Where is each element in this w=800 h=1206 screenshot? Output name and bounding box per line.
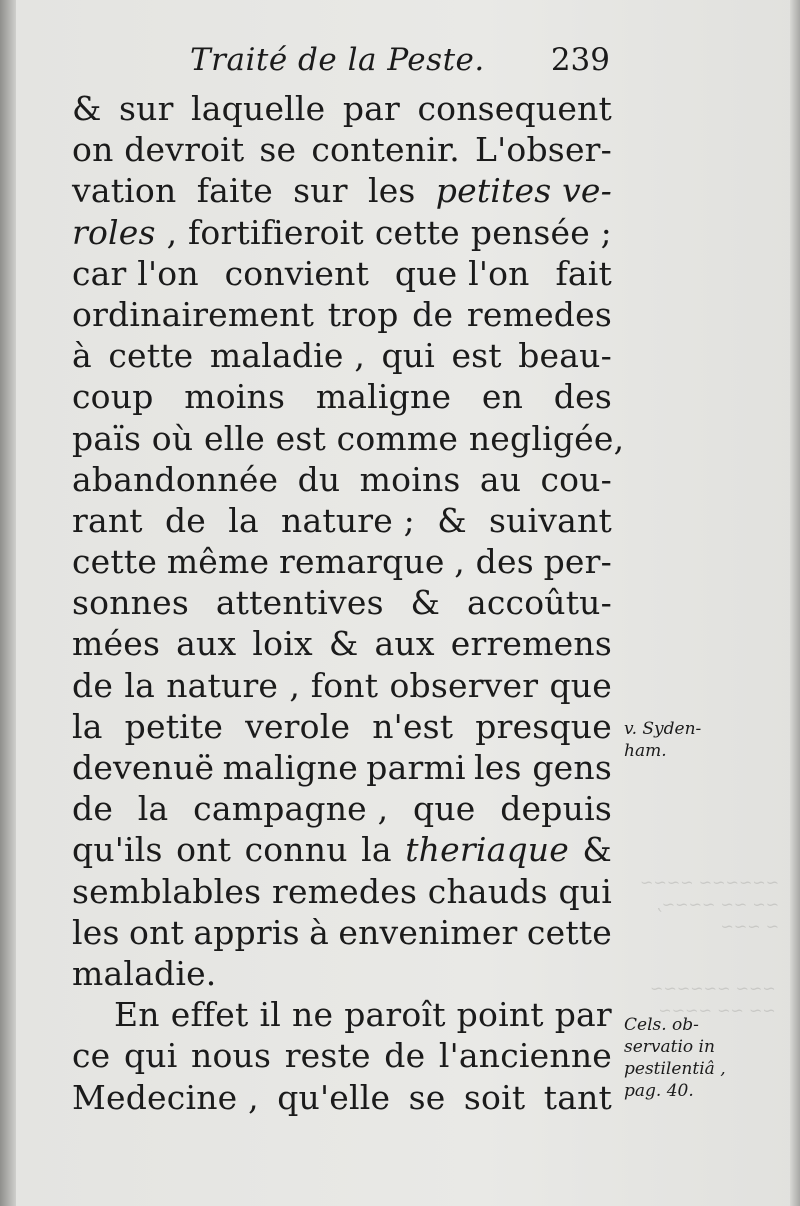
word: presque bbox=[475, 706, 612, 746]
word: verole bbox=[245, 706, 351, 746]
word: sonnes bbox=[72, 583, 189, 623]
word: de bbox=[164, 500, 207, 540]
margin-note-celsus bbox=[624, 1014, 726, 1102]
word: en bbox=[481, 377, 524, 417]
word: aux bbox=[176, 624, 237, 664]
main-text-block bbox=[72, 88, 625, 1118]
word: tant bbox=[543, 1077, 612, 1117]
running-title: Traité de la Peste. bbox=[190, 42, 485, 78]
word: laquelle bbox=[191, 89, 326, 128]
word: de bbox=[72, 665, 114, 705]
word: cette bbox=[72, 542, 158, 582]
word: que l'on bbox=[394, 253, 530, 293]
margin-note-line: v. Syden- bbox=[624, 719, 702, 739]
word: L'obser- bbox=[475, 130, 612, 170]
word: , fortifieroit bbox=[166, 212, 364, 252]
word: abandonnée bbox=[72, 459, 279, 499]
word: cou- bbox=[540, 459, 612, 499]
word: depuis bbox=[500, 789, 612, 829]
word: nature bbox=[166, 665, 279, 705]
word: & bbox=[437, 500, 467, 540]
word: car l'on bbox=[72, 253, 199, 293]
word: & bbox=[410, 583, 441, 623]
word: qui bbox=[558, 871, 612, 911]
word: la bbox=[72, 706, 103, 746]
word: per- bbox=[543, 542, 612, 582]
word: les bbox=[72, 912, 120, 952]
word: coup bbox=[72, 377, 154, 417]
page-gutter bbox=[0, 0, 16, 1206]
word: de bbox=[72, 789, 114, 829]
word: , des bbox=[454, 542, 534, 582]
word: petites ve- bbox=[435, 171, 612, 211]
word: accoûtu- bbox=[466, 583, 612, 623]
page-number: 239 bbox=[550, 42, 610, 78]
word: la bbox=[124, 665, 155, 705]
word: loix bbox=[252, 624, 313, 664]
text-line bbox=[72, 418, 625, 459]
page-edge bbox=[790, 0, 800, 1206]
text-line bbox=[72, 1035, 612, 1076]
word: & bbox=[582, 830, 612, 870]
word: reste bbox=[284, 1036, 371, 1076]
word: Medecine , bbox=[72, 1077, 259, 1117]
word: au bbox=[479, 459, 522, 499]
word: se bbox=[408, 1077, 446, 1117]
word: moins bbox=[184, 377, 286, 417]
word: cette bbox=[526, 912, 612, 952]
word: petite bbox=[124, 706, 224, 746]
word: que bbox=[413, 789, 476, 829]
word: les bbox=[367, 171, 416, 211]
word: point bbox=[456, 995, 544, 1035]
word: moins bbox=[359, 459, 461, 499]
word: , font bbox=[289, 665, 379, 705]
text-line bbox=[72, 335, 612, 376]
word: ordinairement bbox=[72, 294, 315, 334]
word: remedes bbox=[271, 871, 418, 911]
word: devenuë bbox=[72, 748, 215, 787]
text-line bbox=[72, 294, 612, 335]
word: cette bbox=[108, 336, 194, 376]
word: la bbox=[137, 789, 169, 829]
word: n'est bbox=[372, 706, 454, 746]
margin-note-line: servatio in bbox=[624, 1037, 715, 1057]
text-line bbox=[72, 170, 612, 211]
word: se bbox=[259, 130, 297, 170]
text-line bbox=[72, 747, 612, 788]
text-line bbox=[72, 994, 612, 1035]
margin-note-line: ham. bbox=[624, 741, 667, 761]
word: chauds bbox=[427, 871, 548, 911]
word: la bbox=[361, 830, 392, 870]
word: effet bbox=[170, 995, 249, 1035]
text-line bbox=[72, 1077, 612, 1118]
word: cette bbox=[374, 212, 460, 252]
margin-note-sydenham bbox=[624, 718, 701, 762]
margin-note-line: Cels. ob- bbox=[624, 1015, 699, 1035]
word: il bbox=[259, 995, 282, 1035]
word: qu'elle bbox=[277, 1077, 391, 1117]
word: les gens bbox=[474, 748, 612, 787]
word: nature ; bbox=[281, 500, 415, 540]
word: campagne , bbox=[193, 789, 389, 829]
word: suivant bbox=[488, 500, 612, 540]
word: connu bbox=[244, 830, 348, 870]
word: & bbox=[72, 89, 102, 128]
word: erremens bbox=[450, 624, 612, 664]
word: qu'ils bbox=[72, 830, 163, 870]
page-header bbox=[190, 42, 610, 92]
word: ont bbox=[176, 830, 232, 870]
word: contenir. bbox=[311, 130, 460, 170]
word: nous bbox=[191, 1036, 272, 1076]
text-line bbox=[72, 912, 612, 953]
text-line bbox=[72, 665, 612, 706]
word: par bbox=[342, 89, 401, 128]
word: soit bbox=[463, 1077, 526, 1117]
word: aux bbox=[374, 624, 435, 664]
word: remedes bbox=[466, 294, 612, 334]
text-line bbox=[72, 788, 612, 829]
text-line bbox=[72, 953, 612, 994]
text-line bbox=[72, 88, 612, 129]
show-through-decoration: ~~~ ~~~~~~ ~~ ~~ ~~~~ bbox=[650, 979, 776, 1020]
word: parmi bbox=[366, 748, 466, 787]
word: à bbox=[72, 336, 92, 376]
text-line bbox=[72, 829, 612, 870]
word: faite bbox=[196, 171, 273, 211]
word: roles bbox=[72, 212, 156, 252]
word: de bbox=[384, 1036, 426, 1076]
word: maligne bbox=[315, 377, 452, 417]
word: maladie , bbox=[209, 336, 366, 376]
word: & bbox=[328, 624, 359, 664]
word: du bbox=[297, 459, 341, 499]
word: maladie. bbox=[72, 953, 217, 993]
word: la bbox=[228, 500, 259, 540]
word: sur bbox=[293, 171, 348, 211]
text-line bbox=[72, 541, 612, 582]
text-line bbox=[72, 129, 612, 170]
word: ce bbox=[72, 1036, 111, 1076]
word: qui bbox=[123, 1036, 178, 1076]
text-line bbox=[72, 376, 612, 417]
word: sur bbox=[119, 89, 174, 128]
word: envenimer bbox=[338, 912, 518, 952]
word: par bbox=[554, 995, 612, 1035]
word: mées bbox=[72, 624, 161, 664]
text-line bbox=[72, 500, 612, 541]
word: beau- bbox=[518, 336, 612, 376]
word: attentives bbox=[215, 583, 384, 623]
text-line bbox=[72, 871, 612, 912]
word: ont bbox=[129, 912, 184, 952]
word: convient bbox=[224, 253, 370, 293]
word: à bbox=[309, 912, 329, 952]
word: semblables bbox=[72, 871, 262, 911]
text-line bbox=[72, 706, 612, 747]
show-through-decoration: ~~~~~~ ~~~~ ~~ ~~ ~~~~, ~ ~~~ bbox=[640, 873, 780, 936]
word: on devroit bbox=[72, 130, 245, 170]
text-line bbox=[72, 459, 612, 500]
word: rant bbox=[72, 500, 143, 540]
word: maligne bbox=[222, 748, 358, 787]
word: même bbox=[166, 542, 270, 582]
word: des bbox=[553, 377, 612, 417]
word: l'ancienne bbox=[438, 1036, 612, 1076]
word: fait bbox=[555, 253, 612, 293]
word: vation bbox=[72, 171, 177, 211]
word: En bbox=[114, 995, 160, 1035]
word: theriaque bbox=[405, 830, 569, 870]
word: remarque bbox=[279, 542, 445, 582]
word: de bbox=[412, 294, 454, 334]
word: consequent bbox=[417, 89, 612, 128]
word: trop bbox=[327, 294, 399, 334]
word: pensée ; bbox=[470, 212, 612, 252]
word: qui bbox=[381, 336, 435, 376]
margin-note-line: pag. 40. bbox=[624, 1081, 694, 1101]
word: que bbox=[549, 665, 612, 705]
word: paroît bbox=[344, 995, 446, 1035]
text-line bbox=[72, 212, 612, 253]
word: païs où elle est comme negligée, bbox=[72, 418, 625, 458]
text-line bbox=[72, 253, 612, 294]
text-line bbox=[72, 582, 612, 623]
margin-note-line: pestilentiâ , bbox=[624, 1059, 726, 1079]
word: ne bbox=[292, 995, 334, 1035]
word: est bbox=[451, 336, 502, 376]
word: observer bbox=[389, 665, 539, 705]
text-line bbox=[72, 623, 612, 664]
word: appris bbox=[193, 912, 300, 952]
